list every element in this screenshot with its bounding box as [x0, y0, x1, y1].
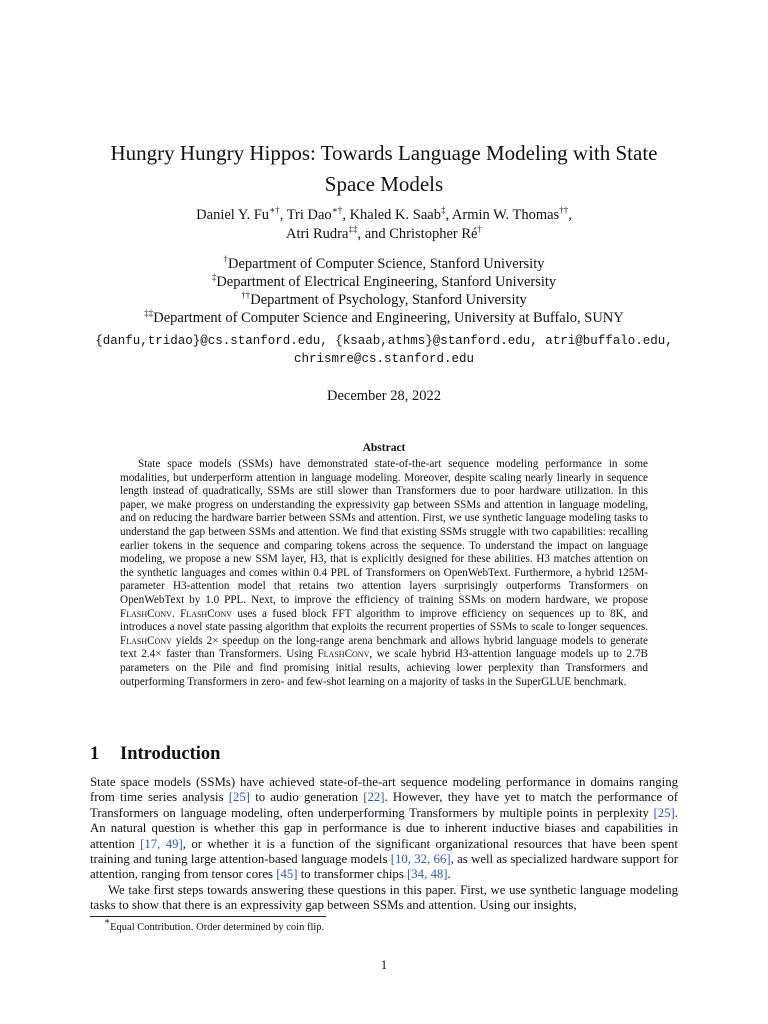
citation-link[interactable]: [45]: [276, 867, 298, 882]
citation-link[interactable]: [25]: [228, 790, 251, 805]
footnote-text: Equal Contribution. Order determined by coin flip.: [110, 922, 325, 933]
affiliation-mark: †: [223, 254, 228, 264]
text-run: uses a fused block FFT algorithm to improve efficiency on sequences up to 8K, and introduces a novel state passing algorithm that exploits the recurrent properties of SSMs to scale to longer sequences.: [120, 607, 648, 634]
author-mark: †: [477, 224, 482, 234]
author-mark: ††: [559, 205, 569, 215]
text-run: , or whether it is a function of the significant organizational resources that have been spent training and tuning large attention-based language models: [90, 836, 678, 867]
author-separator: , and: [357, 226, 390, 242]
page-number: 1: [380, 958, 388, 972]
method-name: FlashConv: [180, 607, 233, 620]
author-name: Daniel Y. Fu: [196, 207, 270, 223]
email-line-2: chrismre@cs.stanford.edu: [293, 352, 475, 366]
author-mark: ∗†: [331, 205, 343, 215]
author-line-1: [90, 206, 678, 225]
affiliation-list: [60, 255, 708, 327]
footnote-rule: [90, 916, 326, 917]
author-separator: ,: [445, 207, 452, 223]
text-run: , as well as specialized hardware support for attention, ranging from tensor cores: [90, 852, 678, 882]
text-run: yields 2× speedup on the long-range arena benchmark and allows hybrid language models to generate text 2.4× faster than Transformers. Using: [120, 634, 648, 661]
text-run: .: [447, 867, 451, 882]
text-run: State space models (SSMs) have achieved state-of-the-art sequence modeling performance in domains ranging from time series analysis: [90, 775, 678, 805]
section-number: 1: [90, 744, 100, 764]
body-paragraph: [90, 775, 678, 883]
text-run: to audio generation: [250, 790, 364, 805]
abstract-body: [120, 458, 648, 689]
footnote-mark: ∗: [104, 916, 111, 926]
email-line-1: {danfu,tridao}@cs.stanford.edu, {ksaab,athms}@stanford.edu, atri@buffalo.edu,: [95, 334, 673, 348]
author-name: Armin W. Thomas: [451, 207, 560, 223]
footnote: [104, 916, 325, 934]
author-separator: ,: [568, 207, 572, 223]
affiliation-mark: ‡‡: [144, 308, 154, 318]
citation-link[interactable]: [25]: [653, 805, 675, 820]
author-mark: ∗†: [269, 205, 280, 215]
affiliation-mark: ††: [241, 290, 251, 300]
affiliation: [60, 273, 708, 291]
affiliation-text: Department of Psychology, Stanford University: [250, 292, 527, 308]
method-name: FlashConv: [120, 634, 172, 647]
citation-link[interactable]: [22]: [363, 790, 385, 805]
affiliation-text: Department of Electrical Engineering, Stanford University: [216, 274, 557, 290]
text-run: . An natural question is whether this gap in performance is due to inherent inductive biases and capabilities in attention: [90, 805, 678, 851]
author-name: Khaled K. Saab: [349, 207, 441, 223]
text-run: , we scale hybrid H3-attention language models up to 2.7B parameters on the Pile and find promising initial results, achieving lower perplexity than Transformers and outperforming Transformers in zero- and few-shot learning on a majority of tasks in the SuperGLUE benchmark.: [120, 648, 648, 688]
author-name: Christopher Ré: [389, 226, 478, 242]
affiliation-text: Department of Computer Science, Stanford University: [227, 256, 545, 272]
citation-link[interactable]: [17, 49]: [140, 836, 183, 851]
body-paragraph: [90, 883, 678, 914]
author-name: Tri Dao: [286, 207, 332, 223]
affiliation-text: Department of Computer Science and Engineering, University at Buffalo, SUNY: [153, 310, 624, 326]
email-list: [60, 332, 708, 368]
text-run: We take first steps towards answering these questions in this paper. First, we use synthetic language modeling tasks to show that there is an expressivity gap between SSMs and attention. Using our insights,: [90, 882, 678, 913]
citation-link[interactable]: [10, 32, 66]: [390, 852, 451, 867]
citation-link[interactable]: [34, 48]: [407, 867, 448, 882]
affiliation: [60, 291, 708, 309]
affiliation: [60, 309, 708, 327]
author-list: [90, 206, 678, 244]
affiliation-mark: ‡: [211, 272, 217, 282]
paper-date: December 28, 2022: [327, 388, 441, 404]
affiliation: [60, 255, 708, 273]
author-name: Atri Rudra: [286, 226, 349, 242]
author-separator: ,: [279, 207, 287, 223]
paper-title: Hungry Hungry Hippos: Towards Language Modeling with State Space Models: [110, 141, 658, 196]
text-run: .: [171, 607, 181, 620]
author-mark: ‡‡: [348, 224, 358, 234]
method-name: FlashConv: [120, 607, 172, 620]
method-name: FlashConv: [317, 648, 370, 661]
abstract-heading: Abstract: [362, 442, 406, 454]
section-title: Introduction: [120, 744, 221, 764]
author-mark: ‡: [440, 205, 446, 215]
section-heading: [90, 744, 220, 765]
text-run: to transformer chips: [297, 867, 408, 882]
text-run: . However, they have yet to match the performance of Transformers on language modeling, often underperforming Transformers by multiple points in perplexity: [90, 790, 678, 820]
author-separator: ,: [342, 207, 350, 223]
section-body: [90, 775, 678, 914]
author-line-2: [90, 225, 678, 244]
text-run: State space models (SSMs) have demonstrated state-of-the-art sequence modeling performance in some modalities, but underperform attention in language modeling. Moreover, despite scaling nearly linearly in sequence length instead of quadratically, SSMs are still slower than Transformers due to poor hardware utilization. In this paper, we make progress on understanding the expressivity gap between SSMs and attention in language modeling, and on reducing the hardware barrier between SSMs and attention. First, we use synthetic language modeling tasks to understand the gap between SSMs and attention. We find that existing SSMs struggle with two capabilities: recalling earlier tokens in the sequence and comparing tokens across the sequence. To understand the impact on language modeling, we propose a new SSM layer, H3, that is explicitly designed for these abilities. H3 matches attention on the synthetic languages and comes within 0.4 PPL of Transformers on OpenWebText. Furthermore, a hybrid 125M-parameter H3-attention model that retains two attention layers surprisingly outperforms Transformers on OpenWebText by 1.0 PPL. Next, to improve the efficiency of training SSMs on modern hardware, we propose: [120, 458, 648, 606]
